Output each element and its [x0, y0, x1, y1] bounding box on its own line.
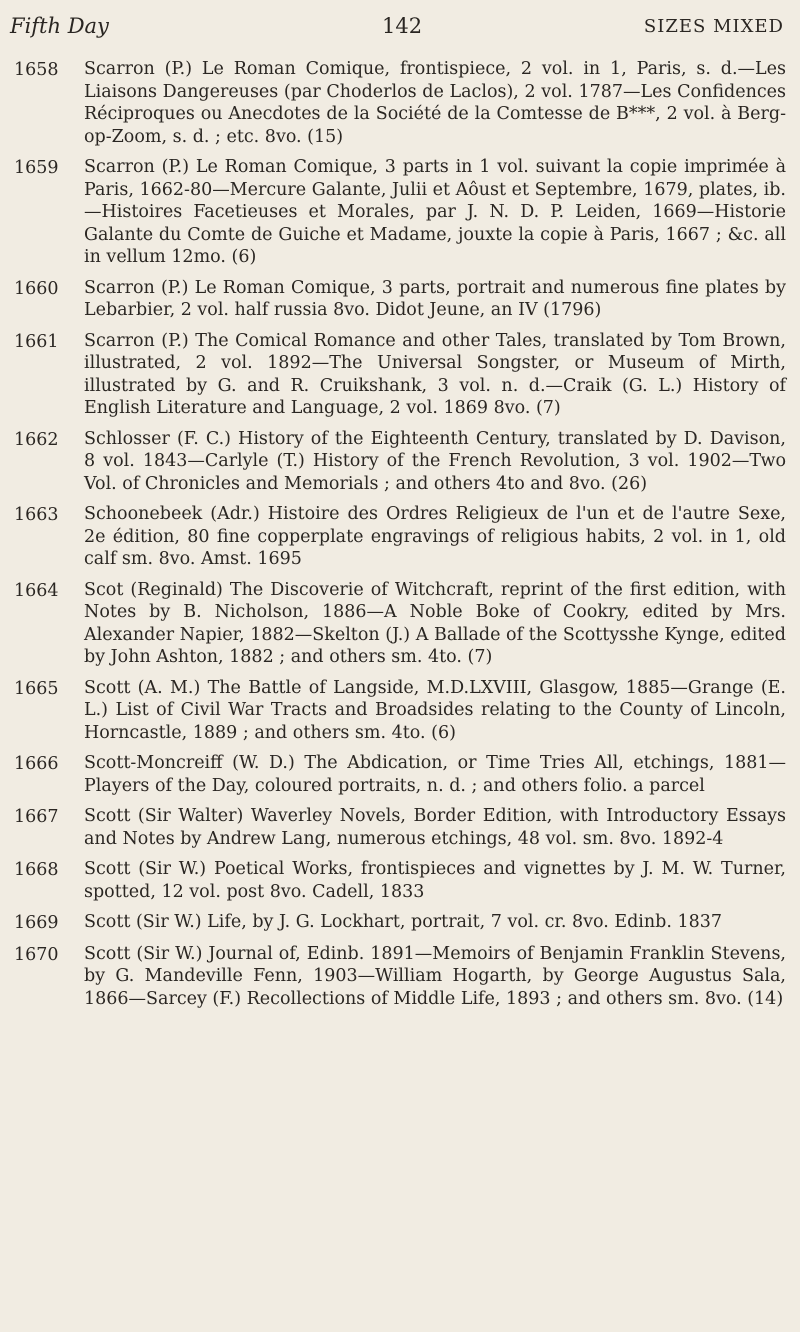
lot-number: 1661	[14, 331, 59, 352]
lot-number: 1666	[14, 754, 59, 774]
lot-entry	[14, 943, 786, 1011]
lot-entry	[14, 503, 786, 571]
lot-number: 1663	[14, 505, 59, 525]
lot-entry	[14, 428, 786, 496]
lot-entry	[14, 330, 786, 420]
lot-description: Scott (Sir W.) Life, by J. G. Lockhart, portrait, 7 vol. cr. 8vo. Edinb. 1837	[84, 912, 723, 932]
lot-description: Schoonebeek (Adr.) Histoire des Ordres Religieux de l'un et de l'autre Sexe, 2e édition, 80 fine copperplate engravings of religious habits, 2 vol. in 1, old calf sm. 8vo. Amst. 1695	[84, 504, 786, 569]
running-head-day: Fifth Day	[10, 14, 109, 38]
lot-number: 1660	[14, 278, 59, 299]
lot-entry	[14, 579, 786, 669]
lot-number: 1667	[14, 807, 59, 827]
lot-description: Scot (Reginald) The Discoverie of Witchcraft, reprint of the first edition, with Notes by B. Nicholson, 1886—A Noble Boke of Cookry, edited by Mrs. Alexander Napier, 1882—Skelton (J.) A Ballade of the Scottysshe Kynge, edited by John Ashton, 1882 ; and others sm. 4to. (7)	[84, 579, 786, 667]
lot-list	[14, 58, 786, 1018]
lot-description: Scott (Sir W.) Poetical Works, frontispieces and vignettes by J. M. W. Turner, spotted, 12 vol. post 8vo. Cadell, 1833	[84, 859, 786, 902]
lot-description: Scott (A. M.) The Battle of Langside, M.D.LXVIII, Glasgow, 1885—Grange (E. L.) List of Civil War Tracts and Broadsides relating to the County of Lincoln, Horncastle, 1889 ; and others sm. 4to. (6)	[84, 677, 786, 743]
lot-entry	[14, 752, 786, 797]
lot-description: Scott (Sir W.) Journal of, Edinb. 1891—Memoirs of Benjamin Franklin Stevens, by G. Mandeville Fenn, 1903—William Hogarth, by George Augustus Sala, 1866—Sarcey (F.) Recollections of Middle Life, 1893 ; and others sm. 8vo. (14)	[84, 943, 786, 1009]
page-header	[10, 14, 784, 48]
lot-number: 1670	[14, 944, 59, 965]
lot-number: 1664	[14, 580, 59, 601]
lot-description: Scarron (P.) The Comical Romance and other Tales, translated by Tom Brown, illustrated, 2 vol. 1892—The Universal Songster, or Museum of Mirth, illustrated by G. and R. Cruikshank, 3 vol. n. d.—Craik (G. L.) History of English Literature and Language, 2 vol. 1869 8vo. (7)	[84, 330, 786, 418]
lot-entry	[14, 156, 786, 269]
lot-number: 1662	[14, 429, 59, 450]
running-head-section: SIZES MIXED	[643, 16, 784, 37]
lot-entry	[14, 911, 786, 935]
lot-number: 1669	[14, 913, 59, 933]
lot-entry	[14, 677, 786, 745]
lot-description: Scarron (P.) Le Roman Comique, 3 parts, portrait and numerous fine plates by Lebarbier, 2 vol. half russia 8vo. Didot Jeune, an IV (1796)	[84, 277, 786, 320]
lot-description: Schlosser (F. C.) History of the Eighteenth Century, translated by D. Davison, 8 vol. 1843—Carlyle (T.) History of the French Revolution, 3 vol. 1902—Two Vol. of Chronicles and Memorials ; and others 4to and 8vo. (26)	[84, 428, 786, 494]
lot-number: 1668	[14, 860, 59, 880]
lot-description: Scarron (P.) Le Roman Comique, 3 parts in 1 vol. suivant la copie imprimée à Paris, 1662-80—Mercure Galante, Julii et Aôust et Septembre, 1679, plates, ib.—Histoires Facetieuses et Morales, par J. N. D. P. Leiden, 1669—Historie Galante du Comte de Guiche et Madame, jouxte la copie à Paris, 1667 ; &c. all in vellum 12mo. (6)	[84, 157, 786, 267]
page-number: 142	[382, 14, 423, 38]
lot-number: 1658	[14, 60, 59, 80]
lot-number: 1665	[14, 678, 59, 699]
lot-entry	[14, 805, 786, 850]
lot-description: Scarron (P.) Le Roman Comique, frontispiece, 2 vol. in 1, Paris, s. d.—Les Liaisons Dangereuses (par Choderlos de Laclos), 2 vol. 1787—Les Confidences Réciproques ou Anecdotes de la Société de la Comtesse de B***, 2 vol. à Berg-op-Zoom, s. d. ; etc. 8vo. (15)	[84, 59, 786, 147]
lot-entry	[14, 277, 786, 322]
lot-entry	[14, 58, 786, 148]
lot-entry	[14, 858, 786, 903]
lot-description: Scott-Moncreiff (W. D.) The Abdication, or Time Tries All, etchings, 1881—Players of the Day, coloured portraits, n. d. ; and others folio. a parcel	[84, 753, 786, 796]
lot-number: 1659	[14, 158, 59, 178]
lot-description: Scott (Sir Walter) Waverley Novels, Border Edition, with Introductory Essays and Notes by Andrew Lang, numerous etchings, 48 vol. sm. 8vo. 1892-4	[84, 806, 786, 849]
